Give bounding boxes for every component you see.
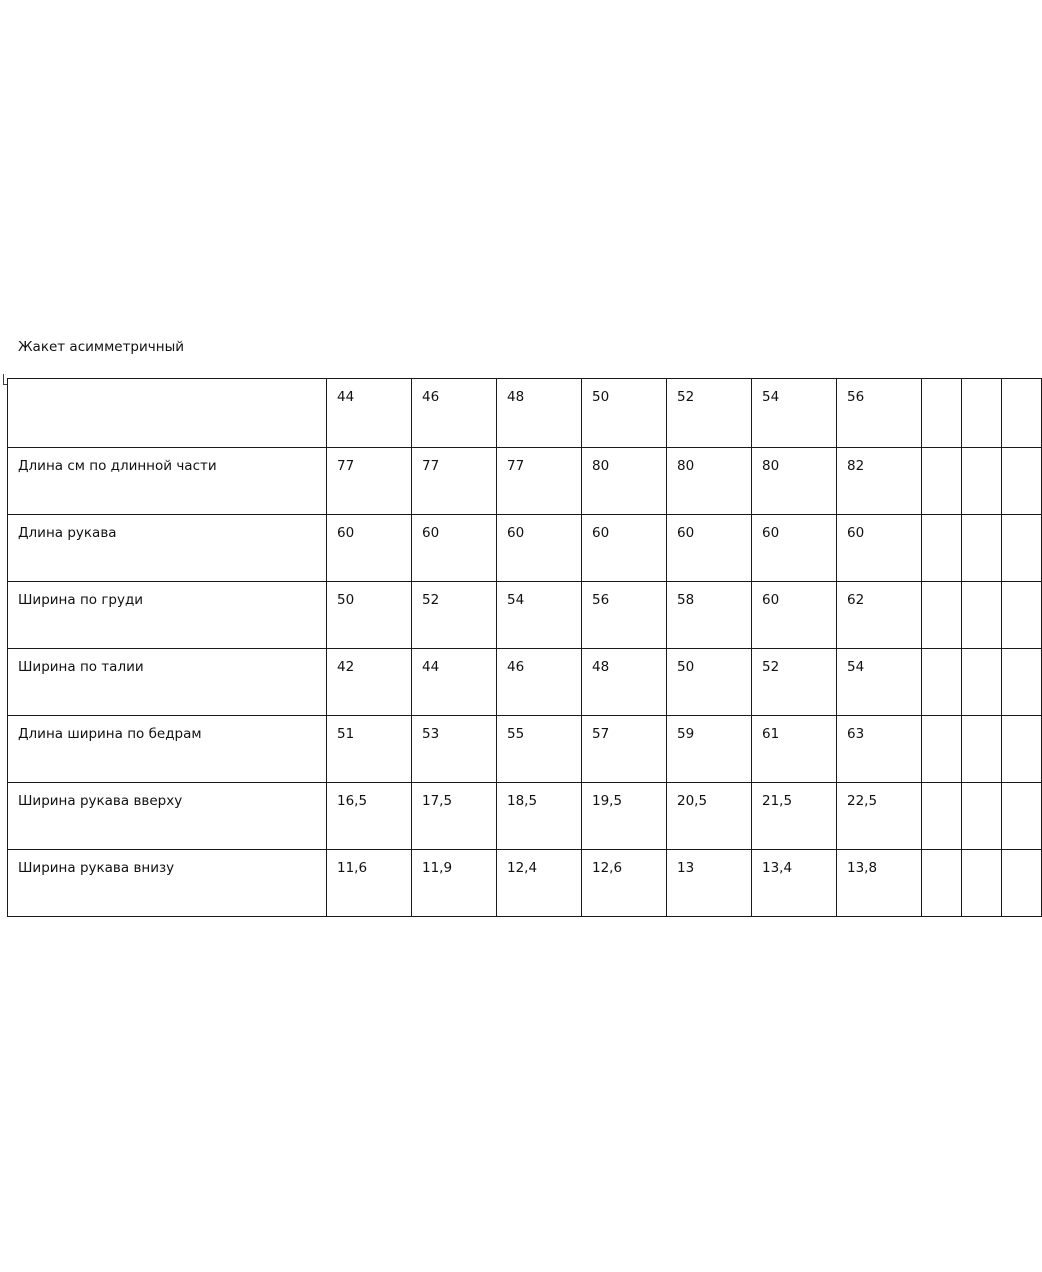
table-row [8, 850, 1042, 917]
row-value: 59 [667, 716, 752, 783]
row-empty-cell [922, 850, 962, 917]
row-value: 22,5 [837, 783, 922, 850]
row-value: 62 [837, 582, 922, 649]
header-size-cell: 56 [837, 379, 922, 448]
row-value: 77 [497, 448, 582, 515]
row-value: 77 [327, 448, 412, 515]
row-value: 52 [412, 582, 497, 649]
header-label-cell [8, 379, 327, 448]
header-empty-cell [962, 379, 1002, 448]
row-value: 60 [327, 515, 412, 582]
row-value: 80 [752, 448, 837, 515]
row-empty-cell [1002, 850, 1042, 917]
row-value: 80 [582, 448, 667, 515]
row-value: 11,6 [327, 850, 412, 917]
row-value: 16,5 [327, 783, 412, 850]
header-empty-cell [922, 379, 962, 448]
row-empty-cell [1002, 783, 1042, 850]
header-size-cell: 50 [582, 379, 667, 448]
row-value: 60 [837, 515, 922, 582]
row-value: 50 [327, 582, 412, 649]
row-empty-cell [1002, 515, 1042, 582]
row-value: 53 [412, 716, 497, 783]
row-value: 42 [327, 649, 412, 716]
row-value: 13,8 [837, 850, 922, 917]
page-title: Жакет асимметричный [18, 339, 185, 355]
row-empty-cell [922, 716, 962, 783]
row-value: 60 [582, 515, 667, 582]
row-value: 13 [667, 850, 752, 917]
row-value: 21,5 [752, 783, 837, 850]
header-empty-cell [1002, 379, 1042, 448]
table-row [8, 448, 1042, 515]
header-size-cell: 44 [327, 379, 412, 448]
row-value: 58 [667, 582, 752, 649]
row-value: 60 [412, 515, 497, 582]
row-value: 13,4 [752, 850, 837, 917]
row-value: 55 [497, 716, 582, 783]
row-value: 48 [582, 649, 667, 716]
row-empty-cell [1002, 582, 1042, 649]
row-value: 60 [497, 515, 582, 582]
row-value: 56 [582, 582, 667, 649]
row-value: 63 [837, 716, 922, 783]
row-empty-cell [1002, 448, 1042, 515]
header-size-cell: 52 [667, 379, 752, 448]
row-label: Длина ширина по бедрам [8, 716, 327, 783]
table-row [8, 515, 1042, 582]
row-value: 20,5 [667, 783, 752, 850]
table-row [8, 582, 1042, 649]
row-value: 52 [752, 649, 837, 716]
row-empty-cell [1002, 649, 1042, 716]
row-value: 46 [497, 649, 582, 716]
row-value: 57 [582, 716, 667, 783]
table-row [8, 783, 1042, 850]
row-empty-cell [962, 850, 1002, 917]
row-value: 77 [412, 448, 497, 515]
row-value: 60 [752, 515, 837, 582]
row-empty-cell [922, 448, 962, 515]
header-size-cell: 54 [752, 379, 837, 448]
row-label: Ширина рукава вверху [8, 783, 327, 850]
row-empty-cell [922, 783, 962, 850]
row-empty-cell [922, 582, 962, 649]
row-value: 50 [667, 649, 752, 716]
row-value: 60 [752, 582, 837, 649]
row-empty-cell [962, 582, 1002, 649]
row-empty-cell [922, 649, 962, 716]
header-size-cell: 48 [497, 379, 582, 448]
size-table [7, 378, 1042, 917]
row-value: 17,5 [412, 783, 497, 850]
row-empty-cell [1002, 716, 1042, 783]
row-value: 54 [837, 649, 922, 716]
table-header-row [8, 379, 1042, 448]
row-value: 80 [667, 448, 752, 515]
row-empty-cell [962, 783, 1002, 850]
header-size-cell: 46 [412, 379, 497, 448]
table-row [8, 649, 1042, 716]
row-label: Ширина рукава внизу [8, 850, 327, 917]
table-row [8, 716, 1042, 783]
row-empty-cell [922, 515, 962, 582]
row-value: 12,4 [497, 850, 582, 917]
row-label: Ширина по талии [8, 649, 327, 716]
row-value: 51 [327, 716, 412, 783]
row-value: 61 [752, 716, 837, 783]
row-value: 54 [497, 582, 582, 649]
row-value: 60 [667, 515, 752, 582]
row-value: 44 [412, 649, 497, 716]
row-value: 82 [837, 448, 922, 515]
row-value: 12,6 [582, 850, 667, 917]
row-value: 11,9 [412, 850, 497, 917]
row-value: 19,5 [582, 783, 667, 850]
row-empty-cell [962, 649, 1002, 716]
row-label: Длина см по длинной части [8, 448, 327, 515]
row-empty-cell [962, 515, 1002, 582]
row-empty-cell [962, 448, 1002, 515]
row-label: Ширина по груди [8, 582, 327, 649]
size-table-container [7, 378, 878, 917]
row-label: Длина рукава [8, 515, 327, 582]
row-value: 18,5 [497, 783, 582, 850]
row-empty-cell [962, 716, 1002, 783]
